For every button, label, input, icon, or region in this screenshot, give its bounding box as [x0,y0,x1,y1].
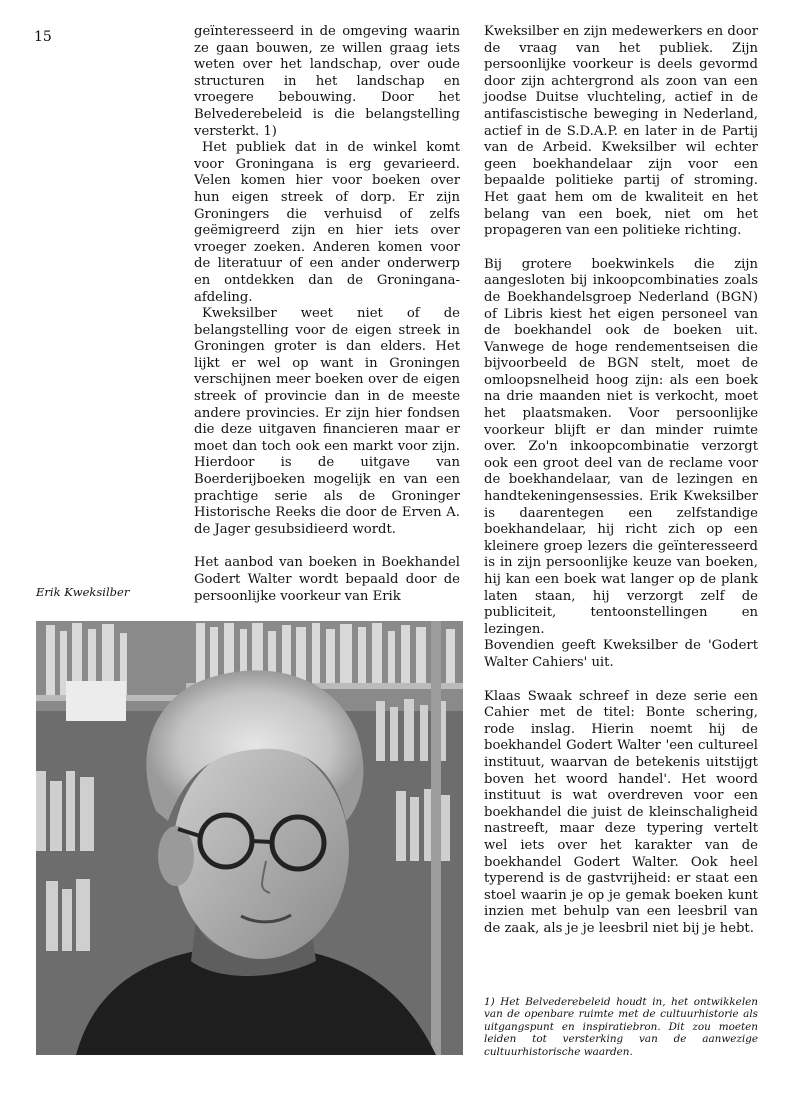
paragraph: Het aanbod van boeken in Boekhandel Godert Walter wordt bepaald door de persoonlijke voorkeur van Erik [194,555,460,604]
text-column-left [194,24,460,605]
paragraph: Het publiek dat in de winkel komt voor Groningana is erg gevarieerd. Velen komen hier voor boeken over hun eigen streek of dorp. Er zijn Groningers die verhuisd of zelfs geëmigreerd zijn en hier iets over vroeger zoeken. Anderen komen voor de literatuur of een ander onderwerp en ontdekken dan de Groningana-afdeling. [194,140,460,305]
portrait-illustration [36,621,463,1055]
paragraph: Bovendien geeft Kweksilber de 'Godert Walter Cahiers' uit. [484,638,758,670]
paragraph: Bij grotere boekwinkels die zijn aangesloten bij inkoopcombinaties zoals de Boekhandelsgroep Nederland (BGN) of Libris kiest het eigen personeel van de boekhandel ook de boeken uit. Vanwege de hoge rendementseisen die bijvoorbeeld de BGN stelt, moet de omloopsnelheid hoog zijn: als een boek na drie maanden niet is verkocht, moet het plaatsmaken. Voor persoonlijke voorkeur blijft er dan minder ruimte over. Zo'n inkoopcombinatie verzorgt ook een groot deel van de reclame voor de boekhandelaar, van de lezingen en handtekeningensessies. Erik Kweksilber is daarentegen een zelfstandige boekhandelaar, hij richt zich op een kleinere groep lezers die geïnteresseerd is in zijn persoonlijke keuze van boeken, hij kan een boek wat langer op de plank laten staan, hij verzorgt zelf de publiciteit, tentoonstellingen en lezingen. [484,256,758,637]
footnote: 1) Het Belvederebeleid houdt in, het ontwikkelen van de openbare ruimte met de cultuurhistorie als uitgangspunt en inspiratiebron. Dit zou moeten leiden tot versterking van de aanwezige cultuurhistorische waarden. [484,996,758,1058]
text-column-right [484,24,758,937]
photo-caption: Erik Kweksilber [36,585,130,599]
page-number: 15 [34,29,52,45]
paragraph: geïnteresseerd in de omgeving waarin ze gaan bouwen, ze willen graag iets weten over het landschap, over oude structuren in het landschap en vroegere bebouwing. Door het Belvederebeleid is die belangstelling versterkt. 1) [194,24,460,139]
paragraph: Klaas Swaak schreef in deze serie een Cahier met de titel: Bonte schering, rode inslag. Hierin noemt hij de boekhandel Godert Walter 'een cultureel instituut, waarvan de betekenis uitstijgt boven het woord handel'. Het woord instituut is wat overdreven voor een boekhandel die juist de kleinschaligheid nastreeft, maar deze typering vertelt wel iets over het karakter van de boekhandel Godert Walter. Ook heel typerend is de gastvrijheid: er staat een stoel waarin je op je gemak boeken kunt inzien met behulp van een leesbril van de zaak, als je je leesbril niet bij je hebt. [484,688,758,936]
paragraph: Kweksilber weet niet of de belangstelling voor de eigen streek in Groningen groter is dan elders. Het lijkt er wel op want in Groningen verschijnen meer boeken over de eigen streek of provincie dan in de meeste andere provincies. Er zijn hier fondsen die deze uitgaven financieren maar er moet dan toch ook een markt voor zijn. Hierdoor is de uitgave van Boerderijboeken mogelijk en van een prachtige serie als de Groninger Historische Reeks die door de Erven A. de Jager gesubsidieerd wordt. [194,306,460,537]
paragraph: Kweksilber en zijn medewerkers en door de vraag van het publiek. Zijn persoonlijke voorkeur is deels gevormd door zijn achtergrond als zoon van een joodse Duitse vluchteling, actief in de antifascistische beweging in Nederland, actief in de S.D.A.P. en later in de Partij van de Arbeid. Kweksilber wil echter geen boekhandelaar zijn voor een bepaalde politieke partij of stroming. Het gaat hem om de kwaliteit en het belang van een boek, niet om het propageren van een politieke richting. [484,24,758,239]
portrait-photo [36,621,463,1055]
